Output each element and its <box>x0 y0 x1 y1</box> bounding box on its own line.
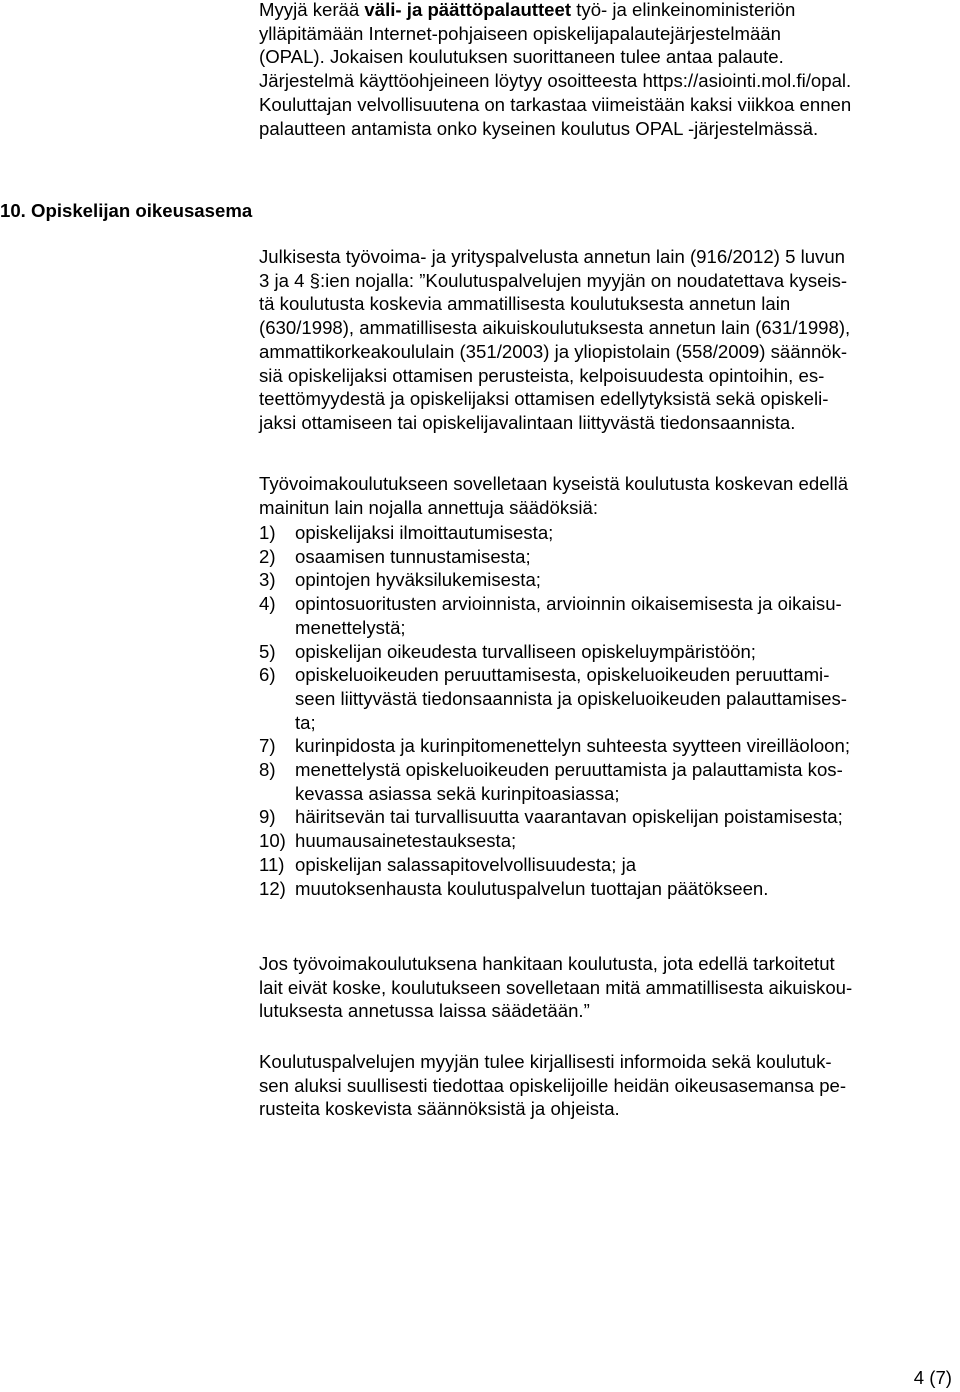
list-item-text: menettelystä; <box>295 616 406 638</box>
list-item-number: 4) <box>259 593 276 615</box>
paragraph-applicability <box>259 952 953 1023</box>
list-item <box>259 829 953 853</box>
paragraph-list-intro <box>259 472 953 519</box>
intro-line: Myyjä kerää väli- ja päättöpalautteet työ- ja elinkeinoministeriön <box>259 0 796 20</box>
list-item-text: häiritsevän tai turvallisuutta vaarantavan opiskelijan poistamisesta; <box>295 806 843 828</box>
page-number: 4 (7) <box>913 1367 952 1388</box>
list-item-text: opiskelijan salassapitovelvollisuudesta; ja <box>295 853 637 875</box>
list-item-text: muutoksenhausta koulutuspalvelun tuottajan päätökseen. <box>295 877 769 899</box>
list-item-text: menettelystä opiskeluoikeuden peruuttamista ja palauttamista kos- <box>295 759 843 781</box>
list-item <box>259 545 953 569</box>
paragraph-line: Työvoimakoulutukseen sovelletaan kyseistä koulutusta koskevan edellä <box>259 473 849 494</box>
list-item-text: opintojen hyväksilukemisesta; <box>295 569 541 591</box>
list-item-number: 11) <box>259 853 285 875</box>
paragraph-line: 3 ja 4 §:ien nojalla: ”Koulutuspalvelujen myyjän on noudatettava kyseis- <box>259 269 848 291</box>
paragraph-line: Julkisesta työvoima- ja yrityspalvelusta annetun lain (916/2012) 5 luvun <box>259 246 846 267</box>
paragraph-line: sen aluksi suullisesti tiedottaa opiskelijoille heidän oikeusasemansa pe- <box>259 1074 847 1096</box>
list-item-number: 1) <box>259 522 276 543</box>
list-item-text: seen liittyvästä tiedonsaannista ja opiskeluoikeuden palauttamises- <box>295 687 847 709</box>
intro-line: ylläpitämään Internet-pohjaiseen opiskelijapalautejärjestelmään <box>259 22 781 44</box>
list-item-text: opiskelijaksi ilmoittautumisesta; <box>295 522 554 543</box>
list-item <box>259 758 953 805</box>
list-item <box>259 568 953 592</box>
list-item <box>259 521 953 545</box>
section-heading: 10. Opiskelijan oikeusasema <box>0 200 253 221</box>
intro-paragraph <box>259 0 953 140</box>
list-item-text: kevassa asiassa sekä kurinpitoasiassa; <box>295 782 620 804</box>
list-item-text: osaamisen tunnustamisesta; <box>295 545 531 567</box>
list-item-number: 7) <box>259 735 276 757</box>
intro-line: palautteen antamista onko kyseinen koulutus OPAL -järjestelmässä. <box>259 117 819 139</box>
paragraph-line: tä koulutusta koskevia ammatillisesta koulutuksesta annetun lain <box>259 293 791 315</box>
list-item-number: 6) <box>259 664 276 686</box>
list-item-number: 2) <box>259 545 276 567</box>
list-item <box>259 877 953 901</box>
intro-bold-text: väli- ja päättöpalautteet <box>364 0 572 20</box>
paragraph-line: teettömyydestä ja opiskelijaksi ottamisen edellytyksistä sekä opiskeli- <box>259 388 829 410</box>
paragraph-line: mainitun lain nojalla annettuja säädöksiä: <box>259 496 599 518</box>
list-item-text: huumausainetestauksesta; <box>295 830 517 852</box>
paragraph-line: Jos työvoimakoulutuksena hankitaan koulutusta, jota edellä tarkoitetut <box>259 953 835 974</box>
list-item-number: 5) <box>259 640 276 662</box>
paragraph-information-duty <box>259 1050 953 1121</box>
list-item <box>259 853 953 877</box>
intro-line: (OPAL). Jokaisen koulutuksen suorittaneen tulee antaa palaute. <box>259 46 784 68</box>
list-item-text: opiskeluoikeuden peruuttamisesta, opiskeluoikeuden peruuttami- <box>295 664 830 686</box>
paragraph-line: lutuksesta annetussa laissa säädetään.” <box>259 1000 590 1022</box>
list-item <box>259 663 953 734</box>
paragraph-line: jaksi ottamiseen tai opiskelijavalintaan liittyvästä tiedonsaannista. <box>259 411 796 433</box>
list-item <box>259 592 953 639</box>
list-item-number: 9) <box>259 806 276 828</box>
list-item <box>259 805 953 829</box>
list-item-number: 8) <box>259 759 276 781</box>
list-item-text: kurinpidosta ja kurinpitomenettelyn suhteesta syytteen vireilläoloon; <box>295 735 851 757</box>
list-item-number: 12) <box>259 877 286 899</box>
paragraph-line: ammattikorkeakoululain (351/2003) ja yliopistolain (558/2009) säännök- <box>259 340 848 362</box>
paragraph-line: Koulutuspalvelujen myyjän tulee kirjallisesti informoida sekä koulutuk- <box>259 1051 832 1072</box>
list-item-text: ta; <box>295 711 316 733</box>
list-item-text: opintosuoritusten arvioinnista, arvioinnin oikaisemisesta ja oikaisu- <box>295 593 842 615</box>
list-item-number: 10) <box>259 830 286 852</box>
paragraph-line: (630/1998), ammatillisesta aikuiskoulutuksesta annetun lain (631/1998), <box>259 317 851 339</box>
list-item-number: 3) <box>259 569 276 591</box>
paragraph-line: lait eivät koske, koulutukseen sovelletaan mitä ammatillisesta aikuiskou- <box>259 976 853 998</box>
intro-line: Kouluttajan velvollisuutena on tarkastaa viimeistään kaksi viikkoa ennen <box>259 93 852 115</box>
paragraph-line: siä opiskelijaksi ottamisen perusteista, kelpoisuudesta opintoihin, es- <box>259 364 825 386</box>
list-item <box>259 734 953 758</box>
paragraph-line: rusteita koskevista säännöksistä ja ohjeista. <box>259 1098 620 1120</box>
list-item <box>259 640 953 664</box>
intro-line: Järjestelmä käyttöohjeineen löytyy osoitteesta https://asiointi.mol.fi/opal. <box>259 70 852 92</box>
regulation-list <box>259 521 953 900</box>
paragraph-law-reference <box>259 245 953 435</box>
list-item-text: opiskelijan oikeudesta turvalliseen opiskeluympäristöön; <box>295 640 756 662</box>
